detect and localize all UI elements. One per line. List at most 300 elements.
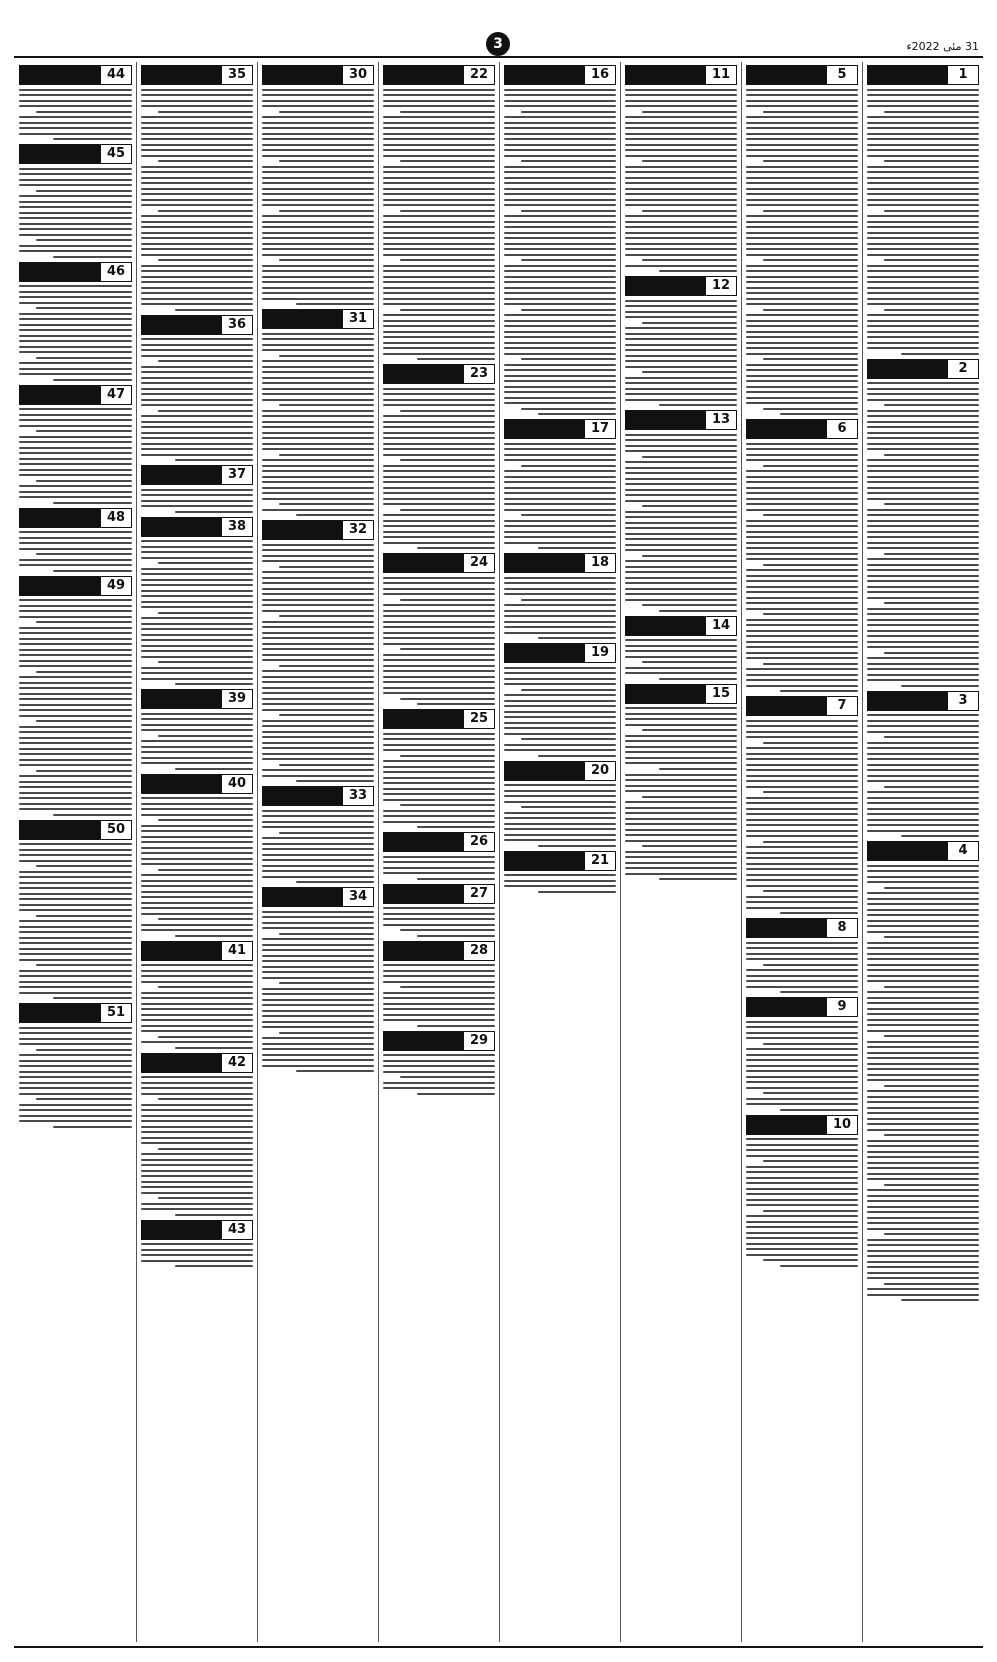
- text-line: [504, 105, 616, 107]
- text-line: [19, 463, 132, 465]
- text-line: [867, 1244, 979, 1246]
- text-line: [141, 1153, 253, 1155]
- text-line: [746, 386, 858, 388]
- text-line: [746, 448, 858, 450]
- text-line: [158, 160, 253, 162]
- text-line: [504, 672, 616, 674]
- text-line: [36, 190, 132, 192]
- text-line: [746, 942, 858, 944]
- text-line: [504, 828, 616, 830]
- story-number: 51: [101, 1004, 131, 1022]
- text-line: [383, 1054, 495, 1056]
- text-line: [746, 547, 858, 549]
- text-line: [262, 459, 374, 461]
- text-line: [262, 949, 374, 951]
- story-text: [504, 89, 616, 416]
- text-line: [625, 237, 737, 239]
- story-heading: [262, 786, 374, 806]
- text-line: [867, 1079, 979, 1081]
- text-line: [884, 503, 979, 505]
- text-line: [53, 570, 132, 572]
- text-line: [867, 1255, 979, 1257]
- headline-bar: [20, 509, 101, 527]
- text-line: [262, 388, 374, 390]
- text-line: [867, 100, 979, 102]
- news-story: [141, 65, 253, 311]
- text-line: [141, 432, 253, 434]
- text-line: [141, 426, 253, 428]
- text-line: [746, 1193, 858, 1195]
- text-line: [262, 382, 374, 384]
- text-line: [383, 353, 495, 355]
- text-line: [504, 727, 616, 729]
- text-line: [538, 413, 616, 415]
- text-line: [19, 1109, 132, 1111]
- story-number: 37: [222, 466, 252, 484]
- text-line: [625, 823, 737, 825]
- text-line: [625, 355, 737, 357]
- story-heading: [746, 997, 858, 1017]
- text-line: [504, 270, 616, 272]
- headline-bar: [626, 66, 706, 84]
- text-line: [746, 830, 858, 832]
- text-line: [141, 500, 253, 502]
- text-line: [19, 100, 132, 102]
- text-line: [625, 349, 737, 351]
- text-line: [141, 399, 253, 401]
- text-line: [504, 536, 616, 538]
- text-line: [383, 777, 495, 779]
- story-text: [262, 89, 374, 306]
- text-line: [36, 357, 132, 359]
- text-line: [19, 201, 132, 203]
- headline-bar: [626, 617, 706, 635]
- text-line: [625, 133, 737, 135]
- story-number: 46: [101, 263, 131, 281]
- text-line: [867, 1261, 979, 1263]
- text-line: [53, 256, 132, 258]
- text-line: [279, 615, 374, 617]
- text-line: [763, 465, 858, 467]
- text-line: [746, 969, 858, 971]
- text-line: [867, 876, 979, 878]
- text-line: [625, 818, 737, 820]
- text-line: [746, 947, 858, 949]
- text-line: [383, 221, 495, 223]
- text-line: [746, 193, 858, 195]
- text-line: [383, 1071, 495, 1073]
- text-line: [262, 698, 374, 700]
- headline-bar: [142, 66, 222, 84]
- text-line: [521, 738, 616, 740]
- story-number: 45: [101, 145, 131, 163]
- text-line: [53, 814, 132, 816]
- text-line: [262, 848, 374, 850]
- text-line: [141, 803, 253, 805]
- text-line: [746, 375, 858, 377]
- text-line: [141, 623, 253, 625]
- text-line: [262, 344, 374, 346]
- text-line: [746, 166, 858, 168]
- text-line: [780, 690, 858, 692]
- text-line: [19, 1032, 132, 1034]
- text-line: [141, 1014, 253, 1016]
- text-line: [867, 1178, 979, 1180]
- text-line: [504, 188, 616, 190]
- text-line: [625, 599, 737, 601]
- text-line: [19, 676, 132, 678]
- text-line: [867, 448, 979, 450]
- text-line: [504, 667, 616, 669]
- text-line: [19, 223, 132, 225]
- headline-bar: [142, 1054, 222, 1072]
- story-number: 19: [585, 644, 615, 662]
- text-line: [625, 89, 737, 91]
- text-line: [141, 1019, 253, 1021]
- text-line: [504, 823, 616, 825]
- text-line: [262, 876, 374, 878]
- text-line: [746, 204, 858, 206]
- text-line: [141, 551, 253, 553]
- text-line: [36, 770, 132, 772]
- story-heading: [19, 576, 132, 596]
- text-line: [141, 1115, 253, 1117]
- text-line: [746, 602, 858, 604]
- text-line: [746, 569, 858, 571]
- text-line: [36, 865, 132, 867]
- text-line: [262, 999, 374, 1001]
- text-line: [141, 454, 253, 456]
- story-heading: [383, 553, 495, 573]
- story-number: 50: [101, 821, 131, 839]
- text-line: [19, 748, 132, 750]
- text-line: [901, 353, 979, 355]
- text-line: [867, 997, 979, 999]
- news-story: [262, 887, 374, 1072]
- story-number: 20: [585, 762, 615, 780]
- story-number: 2: [948, 360, 978, 378]
- text-line: [867, 1217, 979, 1219]
- text-line: [625, 243, 737, 245]
- text-line: [746, 149, 858, 151]
- text-line: [625, 527, 737, 529]
- text-line: [625, 483, 737, 485]
- text-line: [867, 232, 979, 234]
- text-line: [262, 415, 374, 417]
- text-line: [141, 133, 253, 135]
- text-line: [642, 160, 737, 162]
- text-line: [141, 204, 253, 206]
- headline-bar: [747, 919, 827, 937]
- text-line: [746, 1171, 858, 1173]
- text-line: [625, 500, 737, 502]
- text-line: [141, 1159, 253, 1161]
- story-number: 24: [464, 554, 494, 572]
- text-line: [625, 593, 737, 595]
- text-line: [262, 470, 374, 472]
- text-line: [901, 685, 979, 687]
- text-line: [383, 514, 495, 516]
- story-text: [19, 531, 132, 572]
- text-line: [625, 149, 737, 151]
- text-line: [417, 1093, 495, 1095]
- text-line: [625, 724, 737, 726]
- text-line: [383, 964, 495, 966]
- story-text: [19, 1027, 132, 1128]
- text-line: [625, 377, 737, 379]
- text-line: [262, 659, 374, 661]
- story-heading: [625, 616, 737, 636]
- headline-bar: [263, 310, 343, 328]
- text-line: [867, 465, 979, 467]
- story-heading: [141, 65, 253, 85]
- story-text: [504, 667, 616, 757]
- text-line: [19, 753, 132, 755]
- text-line: [19, 419, 132, 421]
- text-line: [867, 382, 979, 384]
- text-line: [625, 774, 737, 776]
- text-line: [262, 960, 374, 962]
- text-line: [746, 668, 858, 670]
- news-story: [19, 262, 132, 381]
- text-line: [625, 316, 737, 318]
- text-line: [383, 621, 495, 623]
- text-line: [141, 188, 253, 190]
- text-line: [867, 547, 979, 549]
- text-line: [746, 243, 858, 245]
- text-line: [746, 314, 858, 316]
- text-line: [141, 226, 253, 228]
- text-line: [763, 663, 858, 665]
- text-line: [383, 782, 495, 784]
- text-line: [867, 1019, 979, 1021]
- text-line: [867, 127, 979, 129]
- text-line: [175, 459, 253, 461]
- text-line: [867, 1228, 979, 1230]
- text-line: [746, 879, 858, 881]
- column: [862, 62, 983, 1642]
- text-line: [141, 617, 253, 619]
- text-line: [763, 742, 858, 744]
- headline-bar: [20, 577, 101, 595]
- text-line: [867, 591, 979, 593]
- headline-bar: [263, 66, 343, 84]
- text-line: [867, 325, 979, 327]
- text-line: [642, 661, 737, 663]
- text-line: [867, 1096, 979, 1098]
- story-text: [141, 89, 253, 311]
- text-line: [262, 232, 374, 234]
- text-line: [141, 579, 253, 581]
- text-line: [19, 849, 132, 851]
- text-line: [141, 568, 253, 570]
- text-line: [884, 160, 979, 162]
- news-story: [867, 65, 979, 355]
- text-line: [867, 432, 979, 434]
- text-line: [400, 410, 495, 412]
- text-line: [141, 355, 253, 357]
- text-line: [867, 410, 979, 412]
- story-heading: [19, 144, 132, 164]
- text-line: [867, 558, 979, 560]
- text-line: [19, 1060, 132, 1062]
- text-line: [279, 566, 374, 568]
- text-line: [262, 1026, 374, 1028]
- text-line: [746, 1032, 858, 1034]
- text-line: [867, 470, 979, 472]
- headline-bar: [868, 842, 948, 860]
- text-line: [383, 913, 495, 915]
- text-line: [867, 226, 979, 228]
- text-line: [867, 166, 979, 168]
- text-line: [867, 243, 979, 245]
- text-line: [625, 740, 737, 742]
- text-line: [383, 815, 495, 817]
- text-line: [383, 610, 495, 612]
- text-line: [19, 414, 132, 416]
- text-line: [262, 1010, 374, 1012]
- text-line: [262, 815, 374, 817]
- text-line: [746, 443, 858, 445]
- text-line: [19, 351, 132, 353]
- text-line: [262, 270, 374, 272]
- story-number: 22: [464, 66, 494, 84]
- story-text: [383, 1054, 495, 1095]
- text-line: [746, 94, 858, 96]
- text-line: [867, 830, 979, 832]
- text-line: [19, 876, 132, 878]
- text-line: [383, 325, 495, 327]
- text-line: [746, 553, 858, 555]
- text-line: [262, 604, 374, 606]
- news-story: [504, 65, 616, 415]
- text-line: [383, 593, 495, 595]
- headline-bar: [142, 690, 222, 708]
- text-line: [867, 780, 979, 782]
- story-heading: [383, 941, 495, 961]
- text-line: [867, 931, 979, 933]
- text-line: [36, 1049, 132, 1051]
- story-text: [141, 713, 253, 770]
- text-line: [262, 371, 374, 373]
- text-line: [262, 1048, 374, 1050]
- text-line: [746, 402, 858, 404]
- story-text: [504, 577, 616, 640]
- text-line: [279, 503, 374, 505]
- text-line: [867, 399, 979, 401]
- text-line: [383, 171, 495, 173]
- text-line: [417, 1025, 495, 1027]
- text-line: [262, 133, 374, 135]
- text-line: [383, 1060, 495, 1062]
- text-line: [141, 863, 253, 865]
- text-line: [521, 689, 616, 691]
- text-line: [504, 199, 616, 201]
- text-line: [504, 303, 616, 305]
- text-line: [262, 588, 374, 590]
- text-line: [19, 898, 132, 900]
- text-line: [625, 311, 737, 313]
- text-line: [383, 298, 495, 300]
- text-line: [141, 89, 253, 91]
- text-line: [625, 177, 737, 179]
- text-line: [158, 1197, 253, 1199]
- news-story: [19, 1003, 132, 1128]
- text-line: [296, 780, 374, 782]
- text-line: [158, 612, 253, 614]
- text-line: [19, 808, 132, 810]
- text-line: [141, 729, 253, 731]
- text-line: [504, 784, 616, 786]
- text-line: [504, 632, 616, 634]
- text-line: [504, 276, 616, 278]
- text-line: [383, 632, 495, 634]
- text-line: [262, 775, 374, 777]
- text-line: [746, 657, 858, 659]
- text-line: [158, 210, 253, 212]
- text-line: [504, 492, 616, 494]
- text-line: [867, 193, 979, 195]
- text-line: [504, 342, 616, 344]
- story-text: [867, 382, 979, 687]
- text-line: [383, 665, 495, 667]
- text-line: [158, 360, 253, 362]
- text-line: [19, 742, 132, 744]
- text-line: [141, 601, 253, 603]
- news-story: [262, 309, 374, 516]
- text-line: [746, 975, 858, 977]
- text-line: [625, 144, 737, 146]
- text-line: [19, 127, 132, 129]
- text-line: [642, 555, 737, 557]
- text-line: [262, 481, 374, 483]
- story-number: 15: [706, 685, 736, 703]
- story-heading: [141, 774, 253, 794]
- story-text: [141, 1076, 253, 1216]
- text-line: [141, 836, 253, 838]
- text-line: [867, 1272, 979, 1274]
- text-line: [141, 276, 253, 278]
- text-line: [141, 349, 253, 351]
- text-line: [19, 548, 132, 550]
- text-line: [746, 619, 858, 621]
- text-line: [746, 635, 858, 637]
- text-line: [296, 514, 374, 516]
- column: [136, 62, 257, 1642]
- text-line: [279, 259, 374, 261]
- text-line: [763, 564, 858, 566]
- text-line: [400, 459, 495, 461]
- text-line: [746, 1182, 858, 1184]
- text-line: [262, 1037, 374, 1039]
- text-line: [867, 1057, 979, 1059]
- text-line: [504, 470, 616, 472]
- text-line: [19, 346, 132, 348]
- text-line: [19, 116, 132, 118]
- text-line: [504, 588, 616, 590]
- story-text: [867, 714, 979, 837]
- text-line: [867, 303, 979, 305]
- story-number: 11: [706, 66, 736, 84]
- text-line: [746, 758, 858, 760]
- text-line: [141, 1093, 253, 1095]
- text-line: [625, 248, 737, 250]
- news-story: [262, 786, 374, 883]
- text-line: [19, 340, 132, 342]
- text-line: [746, 1026, 858, 1028]
- text-line: [141, 913, 253, 915]
- text-line: [625, 746, 737, 748]
